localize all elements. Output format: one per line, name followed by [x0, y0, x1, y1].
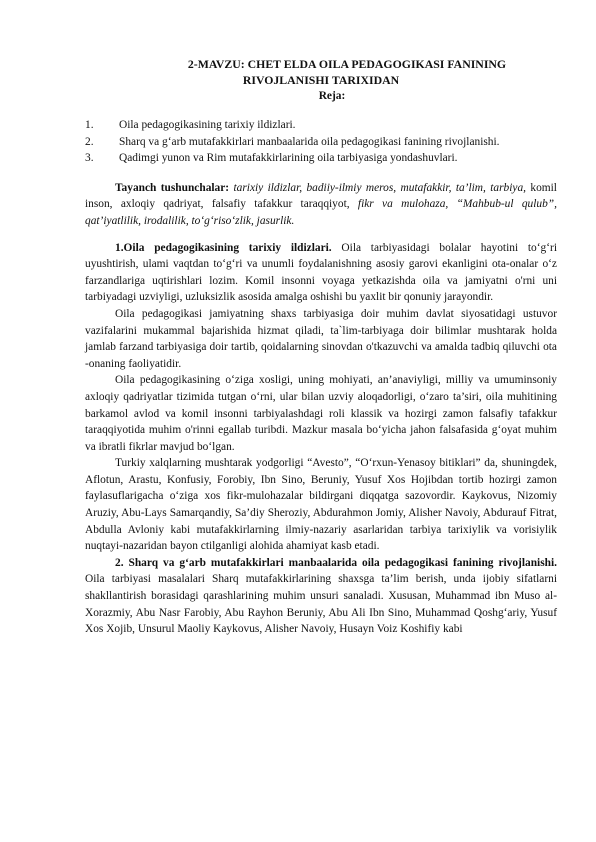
- section-1-paragraph-2: Oila pedagogikasi jamiyatning shaxs tarbiyasiga doir muhim davlat siyosatidagi ustuvor vazifalarini mukammal bajarishida hizmat qiladi, ta`lim-tarbiyaga doir bilimlar mushtarak holda jamlab farzand tarbiyasiga doir tartib, qoidalarning sinovdan o'tkazuvchi va amalda tadbiq qiluvchi ota -onaning faoliyatidir.: [85, 307, 557, 370]
- section-1-paragraph-1: [85, 240, 557, 306]
- section-1-paragraph-4: Turkiy xalqlarning mushtarak yodgorligi “Avesto”, “O‘rxun-Yenasoy bitiklari” da, shuningdek, Aflotun, Arastu, Konfusiy, Forobiy, Ibn Sino, Beruniy, Yusuf Xos Hojibdan tortib hozirgi zamon faylasuflarigacha o‘ziga xos fikr-mulohazalar bildirgani diqqatga sazovordir. Kaykovus, Nizomiy Aruziy, Abu-Lays Samarqandiy, Sa’diy Sheroziy, Abdurahmon Jomiy, Alisher Navoiy, Abdurauf Fitrat, Abdulla Avloniy kabi mutafakkirlarning ilmiy-nazariy asarlaridan tarbiya tarixiylik va vorisiylik nuqtayi-nazaridan bayon ctilganligi alohida ahamiyat kasb etadi.: [85, 457, 557, 553]
- section-2-paragraph-1: [85, 555, 557, 638]
- title-line-1: 2-MAVZU: CHET ELDA OILA PEDAGOGIKASI FANINING: [187, 57, 507, 71]
- section-1-heading: 1.Oila pedagogikasining tarixiy ildizlari.: [115, 241, 332, 254]
- plan-item-2: [85, 134, 557, 151]
- key-concepts-normal: komil inson, axloqiy qadriyat, falsafiy tafakkur taraqqiyot,: [85, 181, 557, 211]
- plan-item-3: [85, 150, 557, 167]
- plan-item-text: Qadimgi yunon va Rim mutafakkirlarining oila tarbiyasiga yondashuvlari.: [119, 152, 458, 165]
- section-1-text-1: Oila tarbiyasidagi bolalar hayotini to‘g‘ri uyushtirish, ulami vaqtdan to‘g‘ri va unumli foydalanishning asosiy garovi ekanligini ota-onalar o‘z farzandlariga uqtirishlari lozim. Komil insonni voyaga yetkazishda oila va jamiyatni o'rni uni tarbiyadagi uzviyligi, uzluksizlik asosida amalga oshishi bu yaxlit bir qonuniy jarayondir.: [85, 241, 557, 304]
- document-content: [85, 56, 557, 638]
- key-concepts-paragraph: [85, 180, 557, 230]
- section-2-heading: 2. Sharq va g‘arb mutafakkirlari manbaalarida oila pedagogikasi fanining rivojlanishi.: [115, 556, 557, 569]
- key-concepts-label: Tayanch tushunchalar:: [115, 181, 230, 194]
- key-concepts-italic-2: fikr va mulohaza, “Mahbub-ul qulub”, qat’iyatlilik, irodalilik, to‘g‘riso‘zlik, jasurlik.: [85, 198, 557, 227]
- plan-item-text: Sharq va g‘arb mutafakkirlari manbaalarida oila pedagogikasi fanining rivojlanishi.: [119, 135, 500, 148]
- plan-item-number: 2.: [85, 135, 94, 148]
- key-concepts-italic-1: tarixiy ildizlar, badiiy-ilmiy meros, mutafakkir, ta’lim, tarbiya,: [233, 181, 527, 194]
- title-line-2: RIVOJLANISHI TARIXIDAN: [242, 73, 400, 88]
- plan-item-number: 3.: [85, 152, 94, 165]
- section-2-text-1: Oila tarbiyasi masalalari Sharq mutafakkirlarining shaxsga ta’lim berish, unda ijobiy sifatlarni shakllantirish borasidagi qarashlarining muhim unsuri sanaladi. Xususan, Muhammad ibn Muso al-Xorazmiy, Abu Nasr Farobiy, Abu Rayhon Beruniy, Abu Ali Ibn Sino, Muhammad Qoshg‘ariy, Yusuf Xos Xojib, Unsurul Maoliy Kaykovus, Alisher Navoiy, Husayn Voiz Koshifiy kabi: [85, 573, 557, 636]
- plan-item-text: Oila pedagogikasining tarixiy ildizlari.: [119, 119, 296, 131]
- spacer: [85, 167, 557, 180]
- section-1-paragraph-3: Oila pedagogikasining o‘ziga xosligi, uning mohiyati, an’anaviyligi, milliy va umuminsoniy axloqiy qadriyatlar tizimida tutgan o‘rni, ular bilan uzviy aloqadorligi, o‘zaro ta’siri, oila muhitining barkamol avlod va komil insonni tarbiyalashdagi roli klassik va hozirgi zamon falsafiy tafakkur taraqqiyotida muhim o'rinni egallab turibdi. Mazkur masala bo‘yicha jahon falsafasida g‘oyat muhim va ibratli fikrlar mavjud bo‘lgan.: [85, 374, 557, 453]
- document-title: [85, 56, 557, 88]
- plan-item-number: 1.: [85, 119, 94, 131]
- plan-item-1: [85, 117, 557, 134]
- plan-heading: Reja:: [318, 90, 346, 103]
